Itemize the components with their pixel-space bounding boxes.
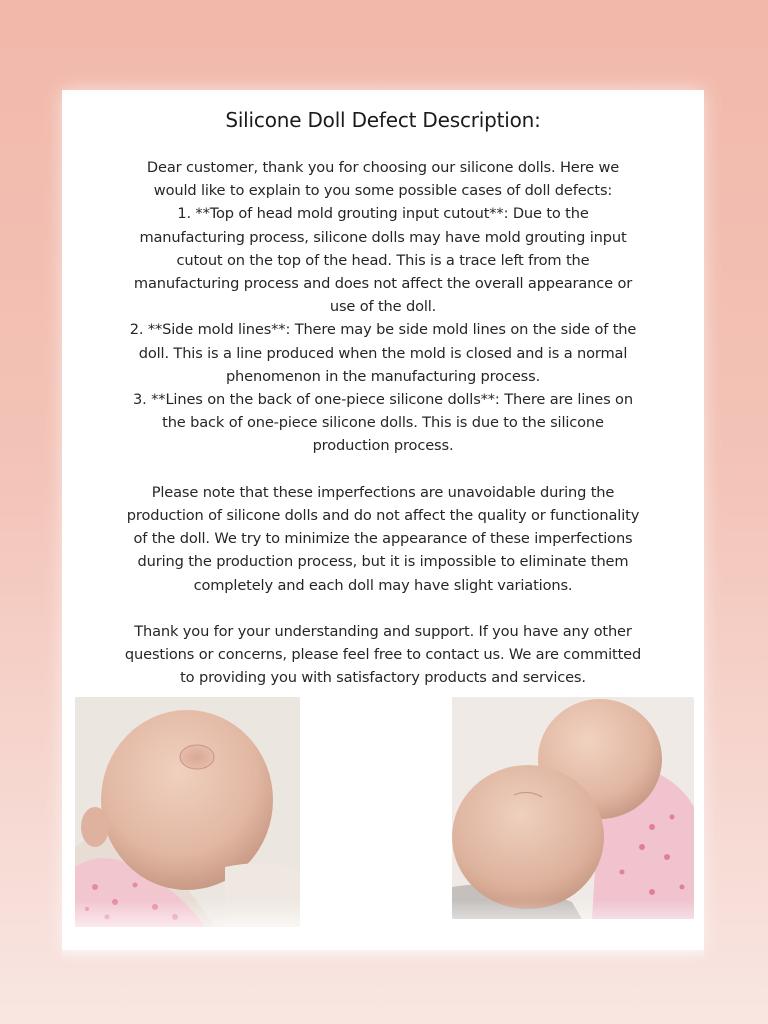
defect-item-1-line: manufacturing process and does not affect the overall appearance or [133, 275, 633, 293]
page-title: Silicone Doll Defect Description: [225, 108, 541, 132]
doll-head-top-photo [75, 697, 300, 927]
doll-back-photo [452, 697, 694, 919]
defect-item-1-line: use of the doll. [329, 298, 437, 316]
defect-item-3-line: the back of one-piece silicone dolls. This is due to the silicone [162, 414, 604, 432]
doll-head-top-illustration [75, 697, 300, 927]
defect-item-2-line: 2. **Side mold lines**: There may be side mold lines on the side of the [129, 321, 637, 339]
paragraph-gap [84, 597, 682, 620]
intro-line: Dear customer, thank you for choosing our silicone dolls. Here we [146, 159, 620, 176]
intro-line: would like to explain to you some possible cases of doll defects: [153, 182, 613, 200]
defect-item-2-line: phenomenon in the manufacturing process. [225, 367, 541, 385]
description-text [84, 156, 682, 690]
note-line: production of silicone dolls and do not affect the quality or functionality [126, 507, 640, 525]
note-line: during the production process, but it is impossible to eliminate them [137, 553, 629, 571]
defect-item-2-line: doll. This is a line produced when the mold is closed and is a normal [138, 344, 628, 362]
closing-line: to providing you with satisfactory products and services. [180, 669, 586, 687]
note-line: Please note that these imperfections are unavoidable during the [151, 483, 615, 501]
bottom-fade [62, 900, 704, 960]
closing-line: questions or concerns, please feel free to contact us. We are committed [124, 646, 642, 664]
closing-line: Thank you for your understanding and support. If you have any other [134, 623, 632, 641]
defect-item-3-line: 3. **Lines on the back of one-piece silicone dolls**: There are lines on [133, 391, 633, 409]
defect-item-1-line: manufacturing process, silicone dolls may have mold grouting input [139, 228, 627, 246]
doll-back-illustration [452, 697, 694, 919]
defect-item-1-line: 1. **Top of head mold grouting input cutout**: Due to the [177, 205, 589, 223]
note-line: of the doll. We try to minimize the appearance of these imperfections [133, 530, 633, 548]
paragraph-gap [84, 458, 682, 481]
note-line: completely and each doll may have slight variations. [193, 576, 573, 594]
defect-item-1-line: cutout on the top of the head. This is a trace left from the [176, 251, 590, 269]
defect-item-3-line: production process. [312, 437, 454, 455]
